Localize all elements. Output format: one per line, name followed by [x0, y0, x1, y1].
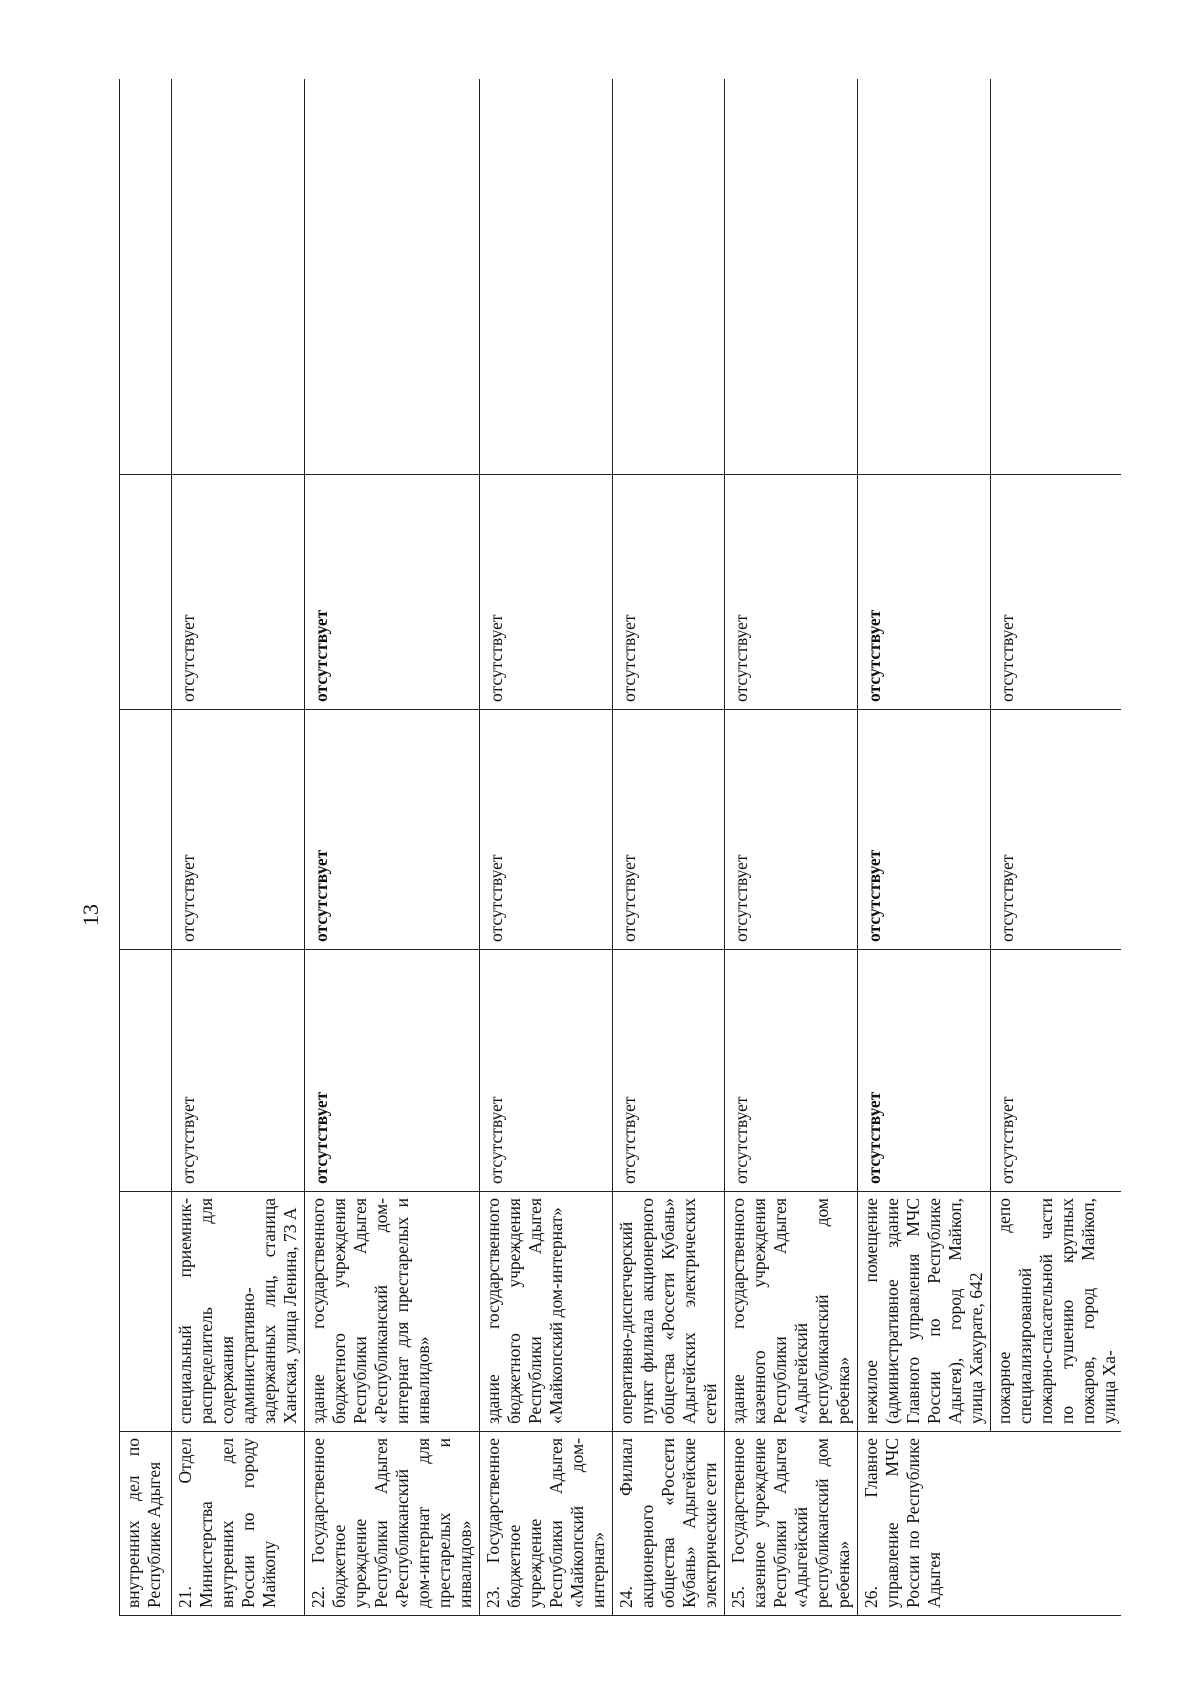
- table-cell-value: отсутствует: [480, 475, 613, 710]
- table-cell-object: нежилое помещение (административное здание Главного управления МЧС России по Республике Адыгея), город Майкоп, улица Хакурате, 642: [858, 1192, 991, 1432]
- table-row: [120, 79, 172, 1616]
- table-cell-empty: [480, 79, 613, 475]
- table-cell-empty: [120, 1192, 172, 1432]
- table-row: [613, 79, 725, 1616]
- table-cell-org: 26. Главное управление МЧС России по Республике Адыгея: [858, 1432, 1122, 1616]
- table-cell-value: отсутствует: [613, 710, 725, 950]
- table-cell-value: отсутствует: [305, 475, 480, 710]
- table-cell-org: 22. Государственное бюджетное учреждение Республики Адыгея «Республиканский дом-интернат для престарелых и инвалидов»: [305, 1432, 480, 1616]
- table-row: [172, 79, 305, 1616]
- table-cell-empty: [172, 79, 305, 475]
- table-row: [991, 79, 1122, 1616]
- table-cell-value: отсутствует: [725, 475, 858, 710]
- table-cell-value: отсутствует: [172, 710, 305, 950]
- table-cell-value: отсутствует: [858, 710, 991, 950]
- table-cell-value: отсутствует: [725, 950, 858, 1192]
- table-cell-org: 24. Филиал акционерного общества «Россети Кубань» Адыгейские электрические сети: [613, 1432, 725, 1616]
- table-cell-value: отсутствует: [480, 710, 613, 950]
- table-cell-object: оперативно-диспетчерский пункт филиала акционерного общества «Россети Кубань» Адыгейских электрических сетей: [613, 1192, 725, 1432]
- table-cell-empty: [120, 950, 172, 1192]
- table-cell-value: отсутствует: [172, 475, 305, 710]
- table-cell-org: 25. Государственное казенное учреждение Республики Адыгея «Адыгейский республиканский дом ребенка»: [725, 1432, 858, 1616]
- table-cell-empty: [725, 79, 858, 475]
- table-row: [305, 79, 480, 1616]
- table-cell-object: специальный приемник-распределитель для содержания административно-задержанных лиц, станица Ханская, улица Ленина, 73 А: [172, 1192, 305, 1432]
- table-cell-empty: [120, 475, 172, 710]
- table-cell-value: отсутствует: [858, 475, 991, 710]
- page-number: 13: [78, 904, 103, 926]
- table-cell-empty: [305, 79, 480, 475]
- table-cell-value: отсутствует: [305, 950, 480, 1192]
- table-cell-value: отсутствует: [305, 710, 480, 950]
- rotated-table-container: [119, 79, 1121, 1616]
- table-cell-value: отсутствует: [613, 475, 725, 710]
- table-cell-value: отсутствует: [991, 950, 1122, 1192]
- table-cell-value: отсутствует: [480, 950, 613, 1192]
- objects-table: [119, 79, 1121, 1616]
- table-cell-empty: [120, 710, 172, 950]
- table-cell-value: отсутствует: [613, 950, 725, 1192]
- table-cell-object: здание государственного казенного учреждения Республики Адыгея «Адыгейский республиканский дом ребенка»: [725, 1192, 858, 1432]
- table-row: [480, 79, 613, 1616]
- table-cell-value: отсутствует: [991, 475, 1122, 710]
- table-row: [725, 79, 858, 1616]
- table-cell-object: пожарное депо специализированной пожарно-спасательной части по тушению крупных пожаров, город Майкоп, улица Ха-: [991, 1192, 1122, 1432]
- table-cell-empty: [120, 79, 172, 475]
- table-cell-empty: [858, 79, 991, 475]
- table-cell-object: здание государственного бюджетного учреждения Республики Адыгея «Республиканский дом-интернат для престарелых и инвалидов»: [305, 1192, 480, 1432]
- rotated-table-inner: [119, 79, 1121, 1616]
- table-cell-org: 21. Отдел Министерства внутренних дел России по городу Майкопу: [172, 1432, 305, 1616]
- table-cell-object: здание государственного бюджетного учреждения Республики Адыгея «Майкопский дом-интернат»: [480, 1192, 613, 1432]
- table-cell-value: отсутствует: [172, 950, 305, 1192]
- table-cell-org: внутренних дел по Республике Адыгея: [120, 1432, 172, 1616]
- table-cell-org: 23. Государственное бюджетное учреждение Республики Адыгея «Майкопский дом-интернат»: [480, 1432, 613, 1616]
- table-cell-value: отсутствует: [725, 710, 858, 950]
- table-row: [858, 79, 991, 1616]
- table-cell-empty: [613, 79, 725, 475]
- table-cell-empty: [991, 79, 1122, 475]
- table-cell-value: отсутствует: [858, 950, 991, 1192]
- table-cell-value: отсутствует: [991, 710, 1122, 950]
